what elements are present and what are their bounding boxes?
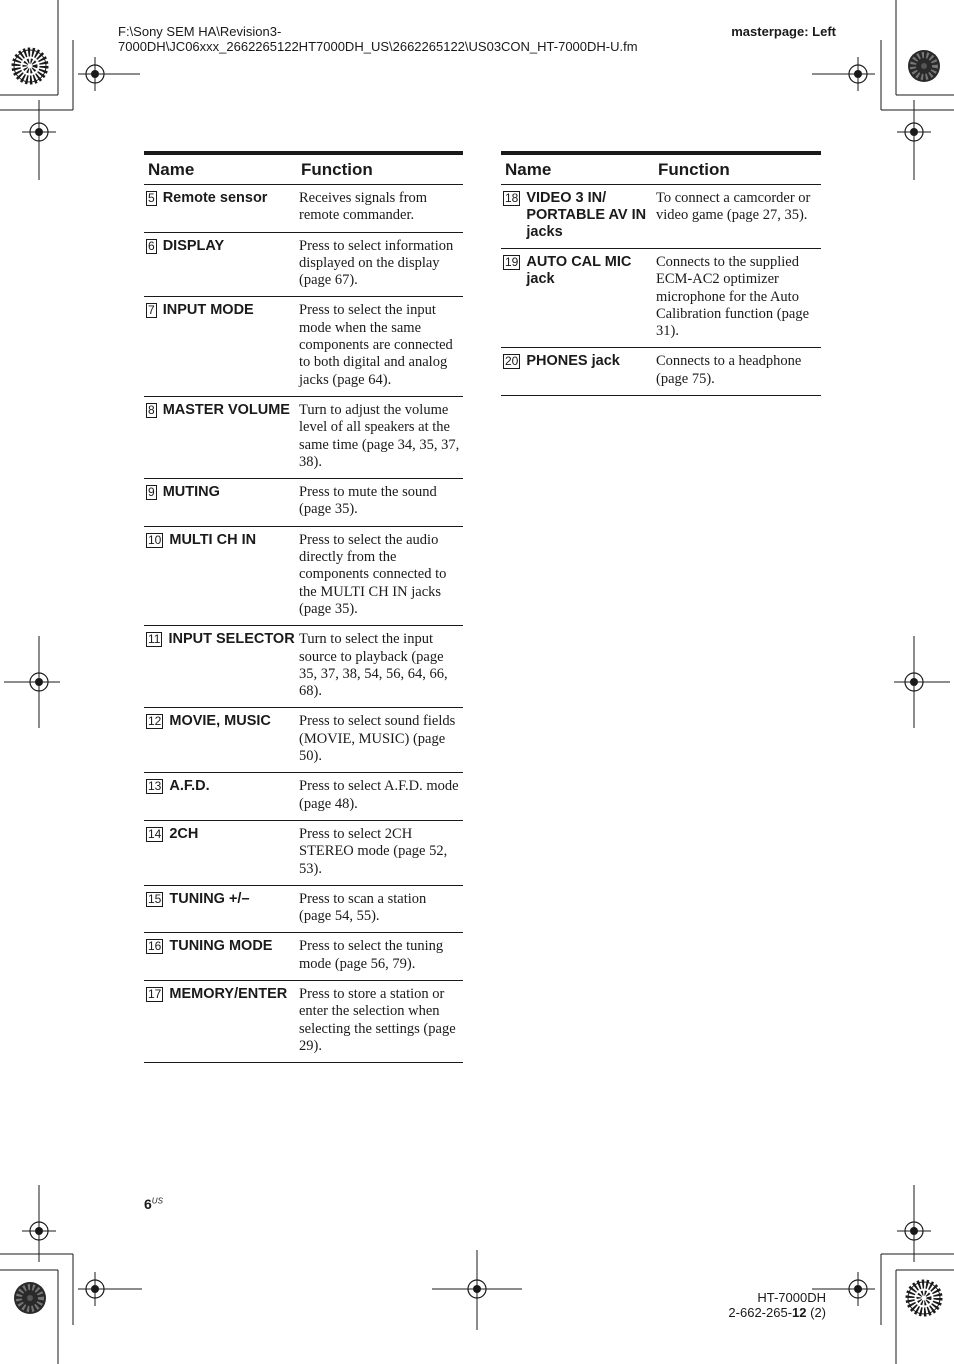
item-name: MOVIE, MUSIC (169, 713, 271, 730)
item-function: Press to select the tuning mode (page 56, 79). (299, 938, 444, 972)
item-number-badge: 8 (148, 402, 155, 417)
item-number-badge: 5 (148, 191, 155, 205)
model-name: HT-7000DH (757, 1290, 826, 1305)
item-function-cell (297, 933, 463, 981)
item-number-badge: 12 (148, 714, 162, 729)
page-number-suffix: US (151, 1196, 163, 1206)
item-name: AUTO CAL MIC jack (526, 254, 632, 287)
masterpage-label: masterpage: Left (731, 24, 836, 39)
table-row (144, 933, 463, 981)
item-name-cell (144, 773, 297, 821)
item-function: Press to scan a station (page 54, 55). (299, 890, 427, 925)
page-number (144, 1196, 163, 1212)
part-number (728, 1305, 826, 1320)
table-row (144, 232, 463, 297)
item-name-cell (144, 185, 297, 233)
item-function-cell (297, 396, 463, 478)
item-function-cell (297, 185, 463, 233)
table-row (501, 249, 821, 348)
item-name-cell (144, 626, 297, 708)
item-number-badge: 9 (148, 485, 155, 500)
item-name-cell (144, 933, 297, 981)
item-name-cell (144, 232, 297, 297)
item-function-cell (297, 297, 463, 396)
item-name-cell (144, 297, 297, 396)
item-name-cell (144, 885, 297, 933)
item-number-badge: 14 (148, 826, 162, 841)
item-number-badge: 6 (148, 238, 155, 253)
parts-table-right-body (501, 185, 821, 396)
table-row (144, 185, 463, 233)
item-name: DISPLAY (162, 237, 225, 254)
table-row (501, 185, 821, 249)
item-name-cell (144, 708, 297, 773)
item-name-cell (144, 820, 297, 885)
model-footer (728, 1290, 826, 1320)
part-number-prefix: 2-662-265- (728, 1305, 793, 1320)
item-function: Connects to the supplied ECM-AC2 optimizer microphone for the Auto Calibration function (page 31). (656, 254, 810, 340)
item-name-cell (144, 980, 297, 1062)
item-function-cell (297, 708, 463, 773)
item-function: Press to select the audio directly from the components connected to the MULTI CH IN jacks (page 35). (299, 531, 447, 617)
column-header-name: Name (501, 153, 654, 185)
item-name: 2CH (169, 825, 199, 842)
item-name-cell (144, 479, 297, 527)
file-path-line2: 7000DH\JC06xxx_2662265122HT7000DH_US\2662265122\US03CON_HT-7000DH-U.fm (118, 39, 638, 54)
item-function-cell (297, 773, 463, 821)
item-name: MUTING (162, 484, 220, 501)
table-row (144, 773, 463, 821)
item-function: Receives signals from remote commander. (299, 190, 428, 224)
item-function-cell (654, 249, 821, 348)
page-number-value: 6 (144, 1196, 152, 1212)
item-function-cell (297, 885, 463, 933)
parts-table-left (144, 151, 463, 1063)
item-name: INPUT SELECTOR (168, 631, 295, 648)
item-function-cell (297, 626, 463, 708)
part-number-suffix: (2) (806, 1305, 826, 1320)
item-name-cell (501, 185, 654, 249)
item-number-badge: 15 (148, 891, 162, 906)
item-number-badge: 19 (505, 255, 519, 269)
table-row (144, 396, 463, 478)
item-function-cell (297, 980, 463, 1062)
item-number-badge: 13 (148, 779, 162, 794)
item-function-cell (297, 232, 463, 297)
table-row (144, 820, 463, 885)
item-function: Connects to a headphone (page 75). (656, 353, 802, 387)
file-path-header (118, 24, 718, 54)
item-name: MULTI CH IN (169, 531, 257, 548)
item-number-badge: 10 (148, 532, 162, 547)
table-row (144, 297, 463, 396)
column-header-function: Function (654, 153, 821, 185)
column-header-name: Name (144, 153, 297, 185)
parts-table-right (501, 151, 821, 396)
item-function: Press to select information displayed on the display (page 67). (299, 237, 454, 289)
parts-table-left-body (144, 185, 463, 1063)
item-name: MEMORY/ENTER (169, 985, 288, 1002)
item-name: TUNING +/– (169, 890, 250, 907)
item-name: PHONES jack (526, 353, 620, 370)
item-number-badge: 17 (148, 986, 162, 1001)
item-name: INPUT MODE (162, 302, 254, 319)
item-name: Remote sensor (162, 190, 268, 206)
item-function: Press to select 2CH STEREO mode (page 52, 53). (299, 825, 448, 877)
table-row (144, 980, 463, 1062)
item-function: Press to select A.F.D. mode (page 48). (299, 778, 459, 812)
item-name: TUNING MODE (169, 938, 273, 955)
item-function: Press to mute the sound (page 35). (299, 484, 437, 518)
item-function-cell (297, 820, 463, 885)
item-function: Press to store a station or enter the selection when selecting the settings (page 29). (299, 985, 456, 1054)
item-function-cell (297, 526, 463, 625)
table-row (144, 526, 463, 625)
item-function: To connect a camcorder or video game (page 27, 35). (656, 190, 811, 224)
part-number-bold: 12 (792, 1305, 807, 1320)
item-function: Press to select the input mode when the same components are connected to both digital and analog jacks (page 64). (299, 302, 453, 388)
item-name-cell (144, 526, 297, 625)
item-function: Turn to adjust the volume level of all speakers at the same time (page 34, 35, 37, 38). (299, 401, 460, 470)
item-number-badge: 20 (505, 354, 519, 369)
table-row (144, 626, 463, 708)
file-path-line1: F:\Sony SEM HA\Revision3- (118, 24, 282, 39)
item-name: A.F.D. (169, 778, 210, 795)
item-function-cell (654, 185, 821, 249)
item-number-badge: 11 (148, 632, 161, 647)
item-number-badge: 18 (505, 191, 519, 205)
item-name: MASTER VOLUME (162, 401, 290, 418)
column-header-function: Function (297, 153, 463, 185)
item-number-badge: 16 (148, 939, 162, 954)
item-function: Press to select sound fields (MOVIE, MUSIC) (page 50). (299, 713, 456, 765)
table-row (144, 708, 463, 773)
item-function-cell (654, 348, 821, 396)
item-name-cell (501, 348, 654, 396)
item-name-cell (501, 249, 654, 348)
item-name: VIDEO 3 IN/ PORTABLE AV IN jacks (526, 190, 647, 240)
table-row (144, 479, 463, 527)
table-row (144, 885, 463, 933)
item-number-badge: 7 (148, 303, 155, 318)
item-name-cell (144, 396, 297, 478)
item-function-cell (297, 479, 463, 527)
item-function: Turn to select the input source to playback (page 35, 37, 38, 54, 56, 64, 66, 68). (299, 631, 448, 700)
table-row (501, 348, 821, 396)
